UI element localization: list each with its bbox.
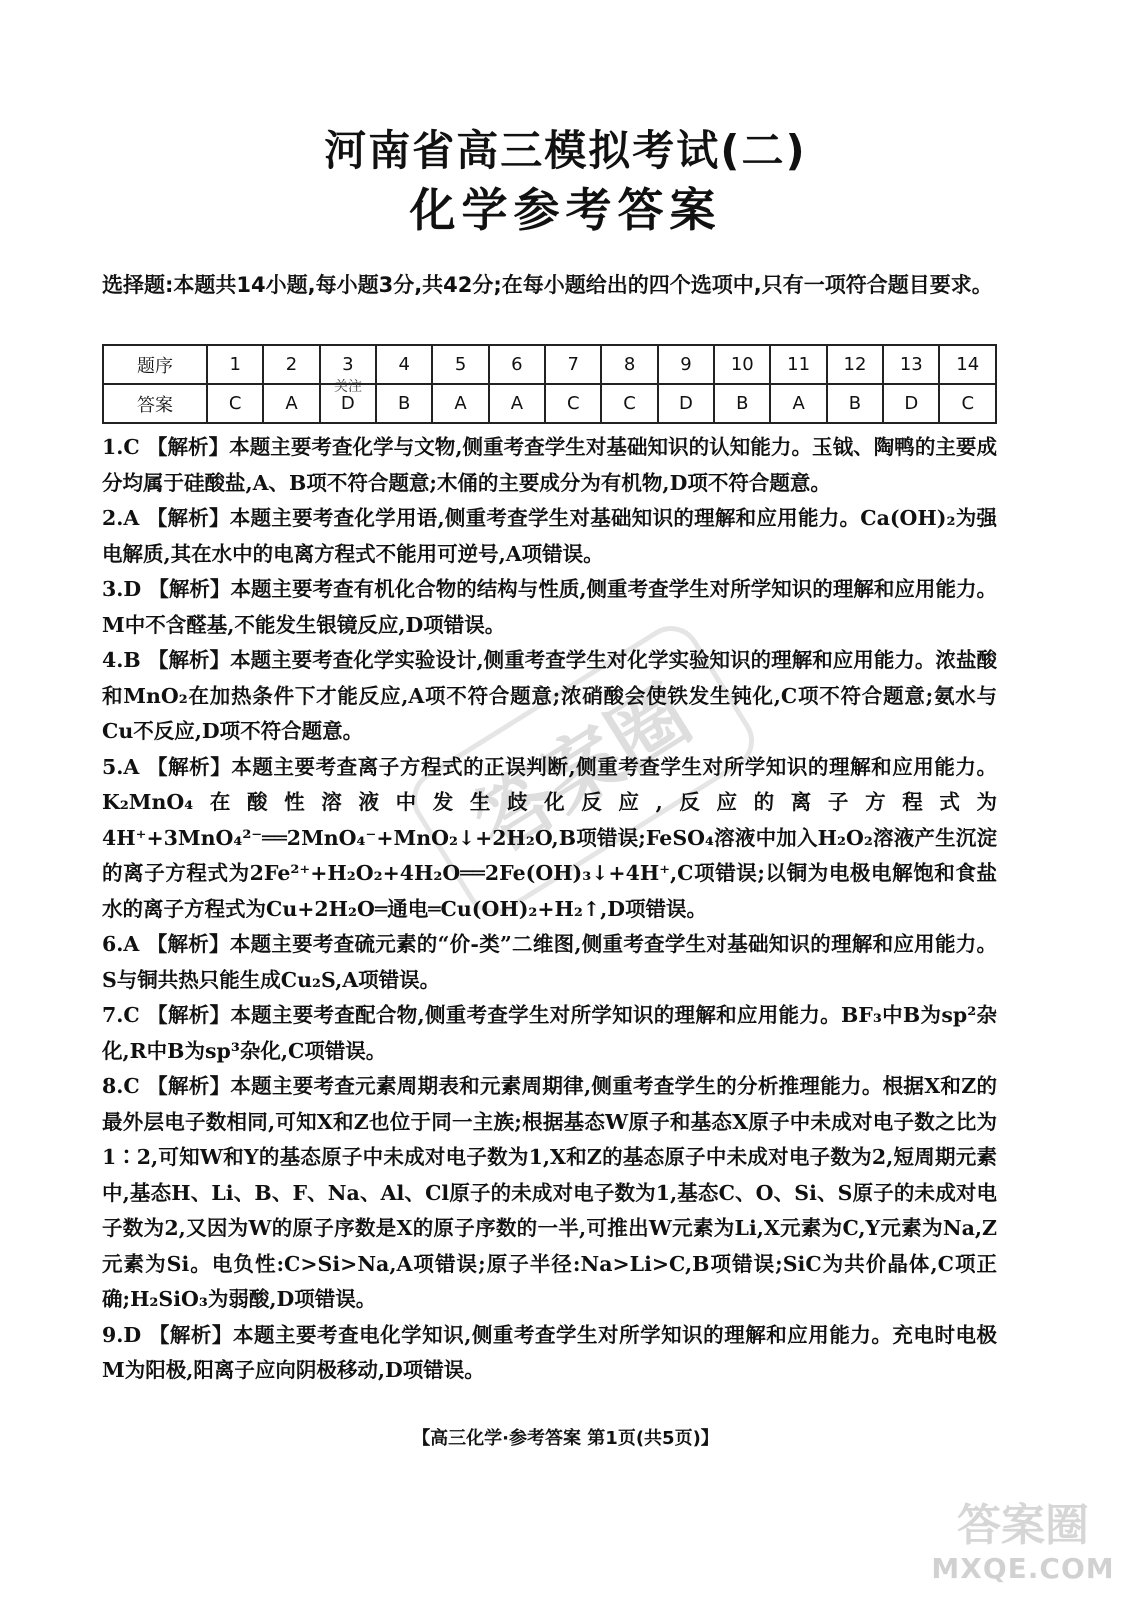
answer-table-answer-row bbox=[103, 384, 996, 423]
answer-cell: C bbox=[939, 384, 996, 423]
answer-cell: C bbox=[601, 384, 657, 423]
item-text: 【解析】本题主要考查元素周期表和元素周期律,侧重考查学生的分析推理能力。根据X和Z的最外层电子数相同,可知X和Z也位于同一主族;根据基态W原子和基态X原子中未成对电子数之比为1∶2,可知W和Y的基态原子中未成对电子数为1,X和Z的基态原子中未成对电子数为2,短周期元素中,基态H、Li、B、F、Na、Al、Cl原子的未成对电子数为1,基态C、O、Si、S原子的未成对电子数为2,又因为W的原子序数是X的原子序数的一半,可推出W元素为Li,X元素为C,Y元素为Na,Z元素为Si。电负性:C>Si>Na,A项错误;原子半径:Na>Li>C,B项错误;SiC为共价晶体,C项正确;H₂SiO₃为弱酸,D项错误。 bbox=[102, 1074, 998, 1311]
page-subtitle: 化学参考答案 bbox=[409, 183, 722, 237]
item-text: 【解析】本题主要考查化学与文物,侧重考查学生对基础知识的认知能力。玉钺、陶鸭的主要成分均属于硅酸盐,A、B项不符合题意;木俑的主要成分为有机物,D项不符合题意。 bbox=[102, 435, 997, 495]
item-text: 【解析】本题主要考查离子方程式的正误判断,侧重考查学生对所学知识的理解和应用能力。K₂MnO₄在酸性溶液中发生歧化反应,反应的离子方程式为4H⁺+3MnO₄²⁻══2MnO₄⁻+MnO₂↓+2H₂O,B项错误;FeSO₄溶液中加入H₂O₂溶液产生沉淀的离子方程式为2Fe²⁺+H₂O₂+4H₂O══2Fe(OH)₃↓+4H⁺,C项错误;以铜为电极电解饱和食盐水的离子方程式为Cu+2H₂O═通电═Cu(OH)₂+H₂↑,D项错误。 bbox=[102, 754, 998, 921]
answer-table-number-row bbox=[103, 345, 996, 384]
question-number: 2 bbox=[263, 345, 319, 384]
question-number: 1 bbox=[207, 345, 263, 384]
question-number: 6 bbox=[489, 345, 545, 384]
answer-table bbox=[102, 344, 997, 424]
question-number: 5 bbox=[432, 345, 488, 384]
explanation-item bbox=[102, 572, 997, 643]
explanation-item bbox=[102, 750, 997, 928]
question-number: 10 bbox=[714, 345, 770, 384]
item-number: 8.C bbox=[102, 1074, 140, 1098]
explanation-item bbox=[102, 501, 997, 572]
question-number: 8 bbox=[601, 345, 657, 384]
question-number: 9 bbox=[658, 345, 714, 384]
item-number: 2.A bbox=[102, 506, 140, 530]
answer-cell: B bbox=[714, 384, 770, 423]
explanation-item bbox=[102, 998, 997, 1069]
answer-cell: D bbox=[883, 384, 939, 423]
explanation-list bbox=[102, 430, 997, 1389]
item-number: 7.C bbox=[102, 1003, 140, 1027]
question-number: 13 bbox=[883, 345, 939, 384]
question-number: 12 bbox=[827, 345, 883, 384]
answer-cell: B bbox=[827, 384, 883, 423]
corner-watermark-logo bbox=[928, 1500, 1118, 1592]
question-number: 4 bbox=[376, 345, 432, 384]
question-number: 7 bbox=[545, 345, 601, 384]
item-number: 9.D bbox=[102, 1322, 142, 1347]
item-text: 【解析】本题主要考查化学用语,侧重考查学生对基础知识的理解和应用能力。Ca(OH)₂为强电解质,其在水中的电离方程式不能用可逆号,A项错误。 bbox=[102, 506, 997, 566]
answer-cell: D bbox=[658, 384, 714, 423]
explanation-item bbox=[102, 927, 997, 998]
corner-watermark-url: MXQE.COM bbox=[931, 1552, 1115, 1585]
answer-cell: A bbox=[432, 384, 488, 423]
question-number: 14 bbox=[939, 345, 996, 384]
answer-cell: C bbox=[207, 384, 263, 423]
item-number: 1.C bbox=[102, 435, 140, 459]
stray-overlay-text: 关注 bbox=[334, 379, 362, 395]
question-number: 11 bbox=[770, 345, 826, 384]
answer-cell: A bbox=[489, 384, 545, 423]
answer-cell: B bbox=[376, 384, 432, 423]
answer-cell: A bbox=[770, 384, 826, 423]
item-number: 6.A bbox=[102, 932, 140, 956]
explanation-item bbox=[102, 1318, 997, 1389]
question-number: 3 bbox=[320, 345, 376, 384]
watermark-stamp: 答案圈 bbox=[401, 615, 766, 926]
answer-cell: D bbox=[320, 384, 376, 423]
explanation-item bbox=[102, 430, 997, 501]
explanation-item bbox=[102, 643, 997, 750]
item-number: 3.D bbox=[102, 577, 142, 601]
item-text: 【解析】本题主要考查电化学知识,侧重考查学生对所学知识的理解和应用能力。充电时电极M为阳极,阳离子应向阴极移动,D项错误。 bbox=[102, 1322, 997, 1382]
answer-table-row2-label: 答案 bbox=[103, 384, 207, 423]
explanation-item bbox=[102, 1069, 997, 1318]
item-text: 【解析】本题主要考查有机化合物的结构与性质,侧重考查学生对所学知识的理解和应用能力。M中不含醛基,不能发生银镜反应,D项错误。 bbox=[102, 577, 998, 637]
item-number: 5.A bbox=[102, 754, 140, 779]
item-text: 【解析】本题主要考查硫元素的“价-类”二维图,侧重考查学生对基础知识的理解和应用能力。S与铜共热只能生成Cu₂S,A项错误。 bbox=[102, 932, 997, 992]
page-title: 河南省高三模拟考试(二) bbox=[324, 126, 807, 175]
answer-table-row1-label: 题序 bbox=[103, 345, 207, 384]
corner-watermark-text: 答案圈 bbox=[957, 1500, 1089, 1551]
item-number: 4.B bbox=[102, 648, 141, 672]
answer-cell: C bbox=[545, 384, 601, 423]
item-text: 【解析】本题主要考查化学实验设计,侧重考查学生对化学实验知识的理解和应用能力。浓盐酸和MnO₂在加热条件下才能反应,A项不符合题意;浓硝酸会使铁发生钝化,C项不符合题意;氨水与Cu不反应,D项不符合题意。 bbox=[102, 648, 998, 743]
section-intro: 选择题:本题共14小题,每小题3分,共42分;在每小题给出的四个选项中,只有一项符合题目要求。 bbox=[102, 273, 993, 297]
page-footer: 【高三化学·参考答案 第1页(共5页)】 bbox=[412, 1428, 719, 1449]
item-text: 【解析】本题主要考查配合物,侧重考查学生对所学知识的理解和应用能力。BF₃中B为sp²杂化,R中B为sp³杂化,C项错误。 bbox=[102, 1003, 997, 1063]
answer-cell: A bbox=[263, 384, 319, 423]
